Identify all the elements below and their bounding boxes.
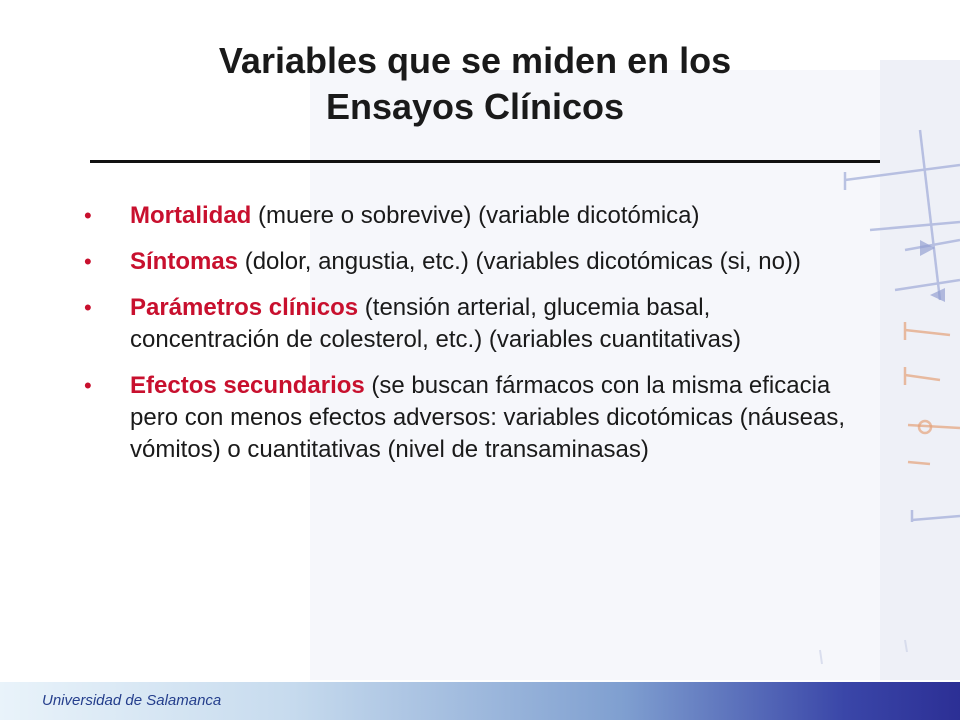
bullet-list — [84, 200, 864, 480]
bullet-text: (dolor, angustia, etc.) (variables dicotómicas (si, no)) — [238, 248, 801, 275]
bullet-text: (se buscan fármacos con la misma eficacia pero con menos efectos adversos: variables dicotómicas (náuseas, vómitos) o cuantitativas (nivel de transaminasas) — [130, 372, 846, 463]
bullet-marker: • — [84, 249, 92, 274]
slide-title-line-2: Ensayos Clínicos — [325, 86, 625, 127]
bullet-term: Efectos secundarios — [130, 372, 365, 399]
bullet-item-mortalidad — [84, 200, 864, 232]
bullet-term: Síntomas — [130, 248, 239, 275]
title-underline — [90, 160, 880, 163]
bullet-text: (tensión arterial, glucemia basal, concentración de colesterol, etc.) (variables cuantitativas) — [130, 294, 741, 353]
bullet-item-sintomas — [84, 246, 864, 278]
bullet-term: Parámetros clínicos — [130, 294, 359, 321]
bullet-item-efectos-secundarios — [84, 370, 864, 466]
bullet-item-parametros-clinicos — [84, 292, 864, 356]
slide-title — [60, 38, 890, 130]
bullet-term: Mortalidad — [130, 202, 252, 229]
bullet-marker: • — [84, 373, 92, 398]
bullet-marker: • — [84, 295, 92, 320]
bullet-marker: • — [84, 203, 92, 228]
footer-university-name: Universidad de Salamanca — [42, 692, 222, 709]
bullet-text: (muere o sobrevive) (variable dicotómica) — [251, 202, 700, 229]
slide-title-line-1: Variables que se miden en los — [218, 40, 732, 81]
